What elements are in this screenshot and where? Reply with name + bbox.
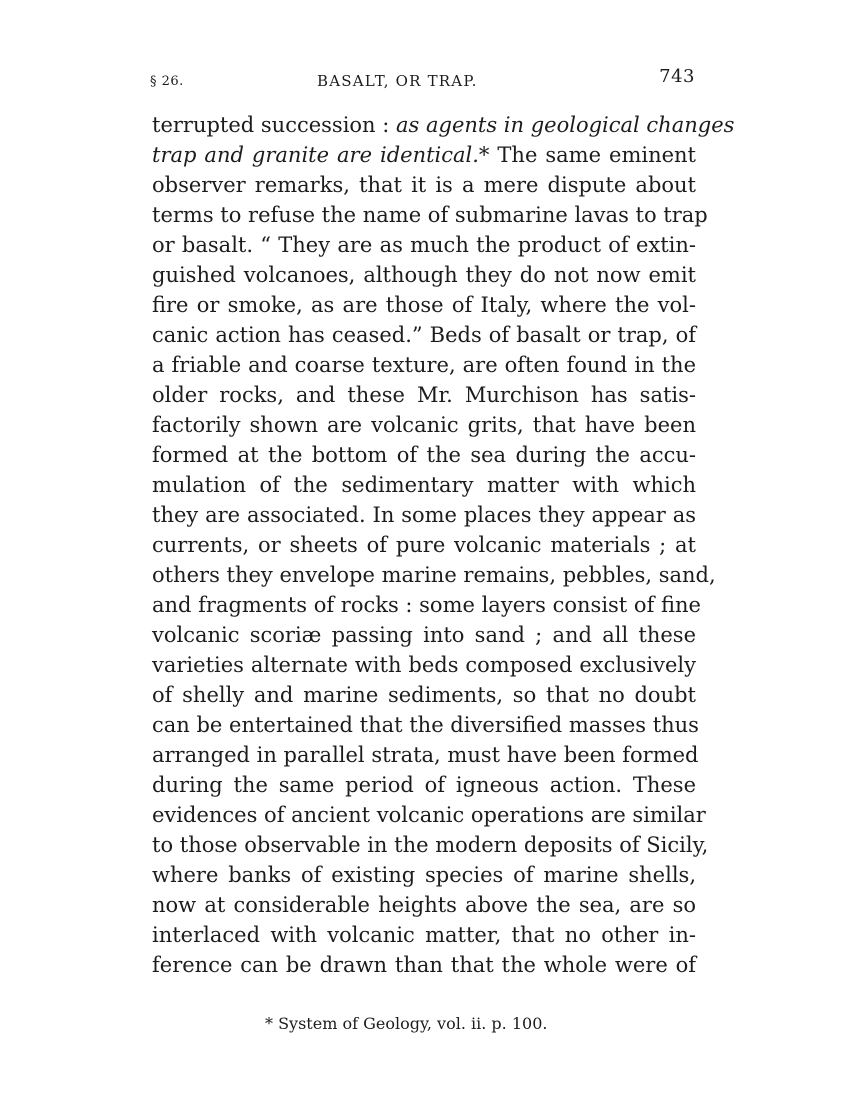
text-line	[152, 800, 706, 830]
text-line	[152, 620, 696, 650]
text-segment: and fragments of rocks : some layers consist of fine	[152, 593, 701, 617]
text-line	[152, 470, 696, 500]
text-line	[152, 350, 696, 380]
text-line	[152, 320, 696, 350]
text-segment: interlaced with volcanic matter, that no other in-	[152, 923, 696, 947]
text-segment: where banks of existing species of marine shells,	[152, 863, 696, 887]
text-line	[152, 950, 696, 980]
text-segment: The same eminent	[489, 143, 696, 167]
footnote: * System of Geology, vol. ii. p. 100.	[265, 1014, 548, 1033]
text-line	[152, 500, 696, 530]
text-line	[152, 170, 696, 200]
text-line	[152, 140, 696, 170]
text-segment: now at considerable heights above the sea, are so	[152, 893, 696, 917]
text-segment: during the same period of igneous action. These	[152, 773, 696, 797]
text-segment: fire or smoke, as are those of Italy, where the vol-	[152, 293, 696, 317]
text-line	[152, 410, 696, 440]
body-text	[152, 110, 735, 980]
text-line	[152, 290, 696, 320]
text-line	[152, 560, 716, 590]
text-segment: terms to refuse the name of submarine lavas to trap	[152, 203, 708, 227]
text-line	[152, 260, 696, 290]
text-line	[152, 590, 701, 620]
text-segment: of shelly and marine sediments, so that no doubt	[152, 683, 696, 707]
text-segment: guished volcanoes, although they do not now emit	[152, 263, 696, 287]
text-segment: ference can be drawn than that the whole were of	[152, 953, 696, 977]
text-line	[152, 440, 696, 470]
text-segment: arranged in parallel strata, must have been formed	[152, 743, 699, 767]
text-segment: canic action has ceased.” Beds of basalt or trap, of	[152, 323, 696, 347]
text-segment: others they envelope marine remains, pebbles, sand,	[152, 563, 716, 587]
text-line	[152, 530, 696, 560]
text-line	[152, 740, 699, 770]
italic-text-segment: trap and granite are identical.*	[152, 143, 490, 167]
text-line	[152, 920, 696, 950]
text-segment: they are associated. In some places they appear as	[152, 503, 696, 527]
text-line	[152, 380, 696, 410]
text-line	[152, 860, 696, 890]
text-line	[152, 200, 708, 230]
text-line	[152, 770, 696, 800]
text-segment: formed at the bottom of the sea during the accu-	[152, 443, 696, 467]
text-segment: factorily shown are volcanic grits, that have been	[152, 413, 696, 437]
page-number: 743	[659, 66, 695, 87]
text-line	[152, 110, 735, 140]
text-segment: or basalt. “ They are as much the product of extin-	[152, 233, 696, 257]
text-segment: can be entertained that the diversified masses thus	[152, 713, 699, 737]
text-segment: observer remarks, that it is a mere dispute about	[152, 173, 696, 197]
text-segment: evidences of ancient volcanic operations are similar	[152, 803, 706, 827]
italic-text-segment: as agents in geological changes	[396, 113, 735, 137]
text-line	[152, 830, 709, 860]
text-segment: varieties alternate with beds composed exclusively	[152, 653, 696, 677]
text-line	[152, 680, 696, 710]
text-segment: to those observable in the modern deposits of Sicily,	[152, 833, 709, 857]
text-segment: terrupted succession :	[152, 113, 397, 137]
text-segment: older rocks, and these Mr. Murchison has satis-	[152, 383, 696, 407]
text-line	[152, 890, 696, 920]
section-mark: § 26.	[150, 74, 184, 89]
text-line	[152, 710, 699, 740]
text-segment: volcanic scoriæ passing into sand ; and all these	[152, 623, 696, 647]
text-line	[152, 230, 696, 260]
text-line	[152, 650, 696, 680]
text-segment: currents, or sheets of pure volcanic materials ; at	[152, 533, 696, 557]
running-head	[150, 66, 695, 90]
text-segment: mulation of the sedimentary matter with which	[152, 473, 696, 497]
text-segment: a friable and coarse texture, are often found in the	[152, 353, 696, 377]
running-head-title: BASALT, OR TRAP.	[317, 72, 478, 90]
